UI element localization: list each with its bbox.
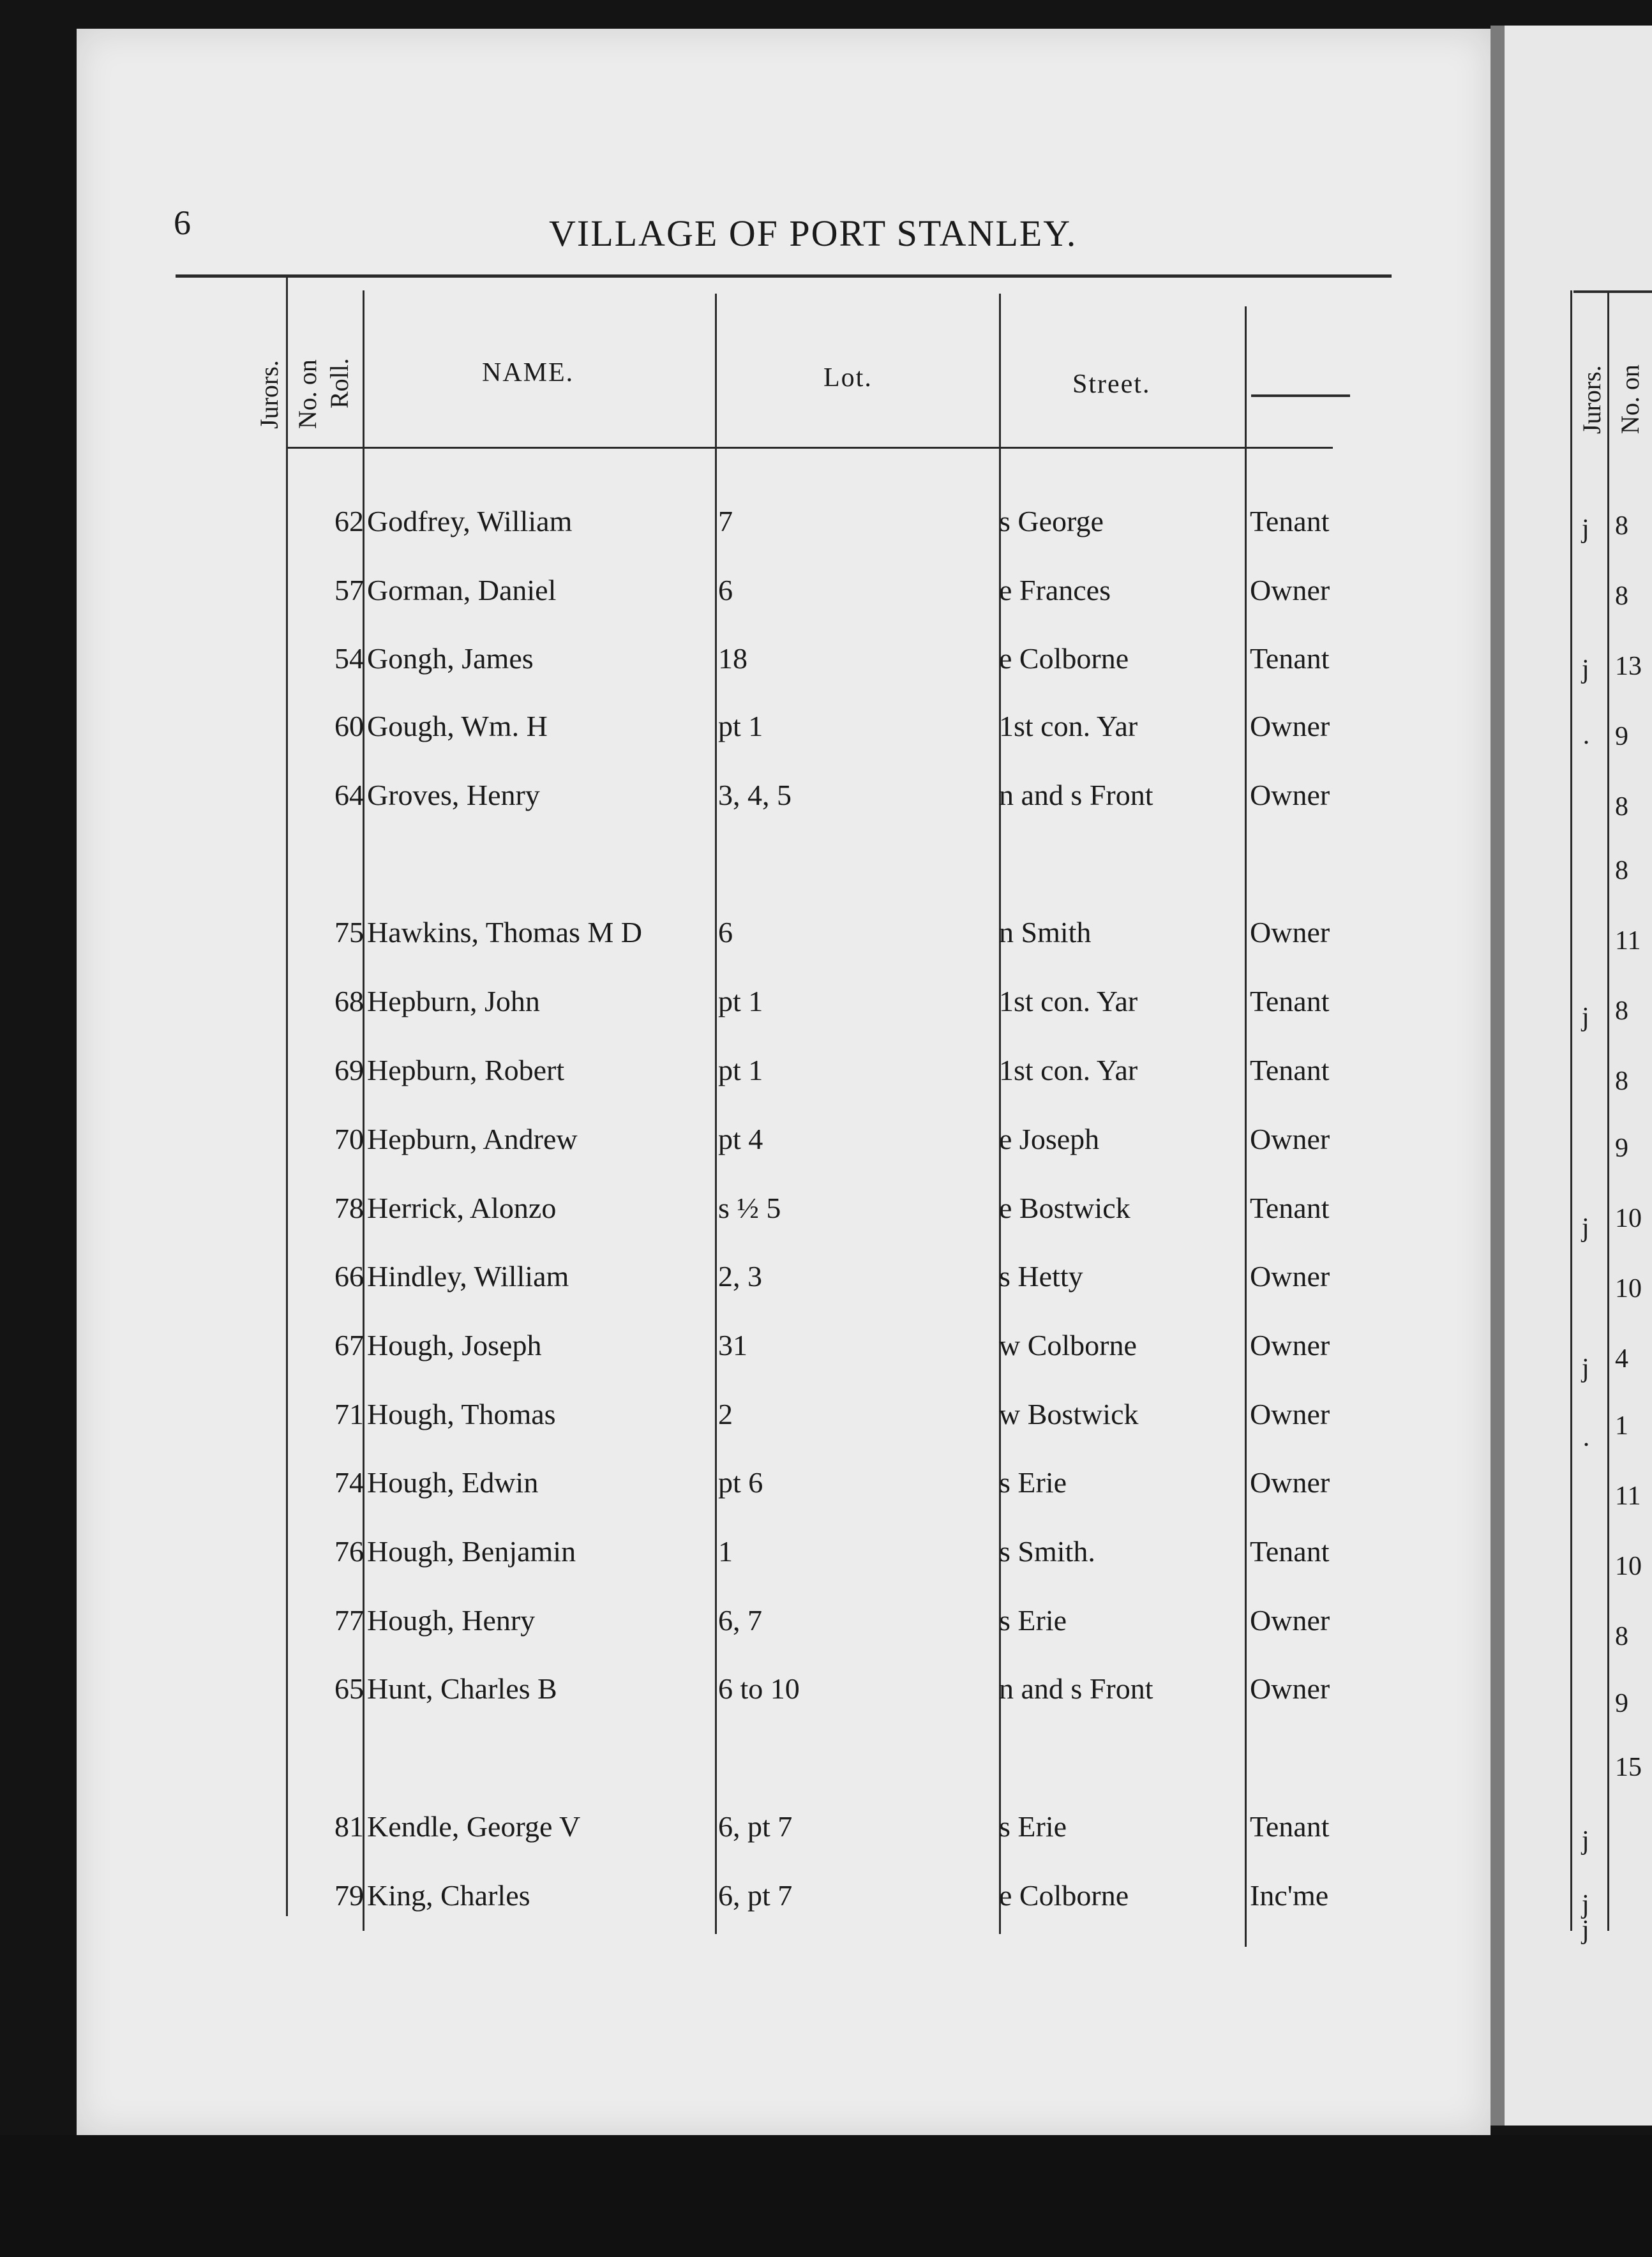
rp-no-on: No. on [1616, 364, 1644, 434]
street: e Colborne [999, 642, 1129, 675]
roll-number: 75 [334, 916, 364, 949]
roll-number: 74 [334, 1466, 364, 1499]
lot: s ½ 5 [718, 1192, 781, 1224]
rp-number: 11 [1615, 926, 1641, 956]
entry-row [0, 573, 1414, 618]
tenure: Tenant [1250, 985, 1330, 1017]
roll-number: 60 [334, 710, 364, 742]
rp-juror-mark: j [1582, 1916, 1589, 1945]
rp-number: 8 [1615, 996, 1628, 1026]
lot: pt 4 [718, 1123, 763, 1155]
entry-row [0, 1397, 1414, 1442]
rp-juror-mark: j [1582, 655, 1589, 684]
rp-number: 10 [1615, 1204, 1642, 1233]
name: Hindley, William [367, 1260, 569, 1293]
roll-number: 68 [334, 985, 364, 1017]
tenure: Tenant [1250, 1535, 1330, 1568]
name: Gongh, James [367, 642, 534, 675]
name: Hunt, Charles B [367, 1672, 557, 1705]
scan-border [0, 2135, 1652, 2257]
roll-number: 62 [334, 505, 364, 537]
name: Hough, Joseph [367, 1329, 542, 1361]
rp-number: 13 [1615, 652, 1642, 681]
lot: 7 [718, 505, 733, 537]
name: Gough, Wm. H [367, 710, 548, 742]
col-lot: Lot. [823, 363, 873, 393]
header-bottom-rule [286, 447, 1333, 449]
lot: 6, pt 7 [718, 1810, 793, 1843]
street: 1st con. Yar [999, 710, 1138, 742]
lot: 2 [718, 1398, 733, 1430]
entry-row [0, 1878, 1414, 1923]
col-street: Street. [1072, 370, 1151, 399]
lot: pt 1 [718, 985, 763, 1017]
roll-number: 81 [334, 1810, 364, 1843]
entry-row [0, 1672, 1414, 1716]
tenure: Owner [1250, 1466, 1330, 1499]
street: 1st con. Yar [999, 985, 1138, 1017]
rp-number: 8 [1615, 1067, 1628, 1096]
roll-number: 69 [334, 1054, 364, 1086]
roll-number: 66 [334, 1260, 364, 1293]
lot: 1 [718, 1535, 733, 1568]
name: Hough, Thomas [367, 1398, 556, 1430]
entry-row [0, 915, 1414, 960]
rp-juror-mark: j [1582, 514, 1589, 544]
tenure: Owner [1250, 779, 1330, 811]
rp-number: 8 [1615, 792, 1628, 821]
tenure: Tenant [1250, 1054, 1330, 1086]
roll-number: 76 [334, 1535, 364, 1568]
entry-row [0, 709, 1414, 754]
col-no-on: No. on [293, 359, 322, 429]
name: Hepburn, John [367, 985, 540, 1017]
col-jurors: Jurors. [255, 360, 283, 429]
roll-number: 71 [334, 1398, 364, 1430]
lot: pt 1 [718, 710, 763, 742]
name: Hough, Edwin [367, 1466, 539, 1499]
street: e Frances [999, 574, 1111, 606]
name: Gorman, Daniel [367, 574, 557, 606]
entry-row [0, 984, 1414, 1029]
roll-number: 67 [334, 1329, 364, 1361]
name: Hough, Benjamin [367, 1535, 576, 1568]
rp-number: 9 [1615, 722, 1628, 751]
page-number: 6 [174, 204, 191, 242]
header-rule [176, 274, 1392, 278]
rp-number: 8 [1615, 856, 1628, 885]
tenure: Owner [1250, 710, 1330, 742]
rp-number: 10 [1615, 1552, 1642, 1581]
lot: pt 1 [718, 1054, 763, 1086]
entry-row [0, 1191, 1414, 1236]
street: n and s Front [999, 1672, 1153, 1705]
entry-row [0, 1122, 1414, 1167]
rp-divider-2 [1607, 290, 1609, 1931]
rp-number: 1 [1615, 1411, 1628, 1441]
name: Kendle, George V [367, 1810, 581, 1843]
entry-row [0, 1053, 1414, 1098]
tenure: Tenant [1250, 1810, 1330, 1843]
name: Godfrey, William [367, 505, 573, 537]
street: s Hetty [999, 1260, 1083, 1293]
rp-jurors: Jurors. [1577, 365, 1606, 434]
name: Hepburn, Robert [367, 1054, 565, 1086]
street: s George [999, 505, 1104, 537]
rp-number: 10 [1615, 1274, 1642, 1303]
street: e Bostwick [999, 1192, 1130, 1224]
rp-number: 8 [1615, 581, 1628, 611]
rp-number: 9 [1615, 1689, 1628, 1718]
tenure: Owner [1250, 574, 1330, 606]
tenure: Owner [1250, 1398, 1330, 1430]
name: King, Charles [367, 1879, 530, 1912]
rp-divider [1570, 290, 1572, 1931]
roll-number: 57 [334, 574, 364, 606]
roll-number: 70 [334, 1123, 364, 1155]
entry-row [0, 1328, 1414, 1373]
street: e Colborne [999, 1879, 1129, 1912]
name: Hepburn, Andrew [367, 1123, 578, 1155]
rp-juror-mark: j [1582, 1826, 1589, 1856]
tenure: Tenant [1250, 1192, 1330, 1224]
street: w Colborne [999, 1329, 1137, 1361]
street: e Joseph [999, 1123, 1100, 1155]
name: Hough, Henry [367, 1604, 536, 1637]
running-head: VILLAGE OF PORT STANLEY. [549, 213, 1078, 254]
tenure: Owner [1250, 1123, 1330, 1155]
roll-number: 65 [334, 1672, 364, 1705]
name: Hawkins, Thomas M D [367, 916, 643, 949]
rp-juror-mark: · [1582, 1430, 1591, 1460]
entry-row [0, 1810, 1414, 1854]
entry-row [0, 1466, 1414, 1510]
rp-juror-mark: · [1582, 728, 1591, 758]
lot: 6, pt 7 [718, 1879, 793, 1912]
roll-number: 78 [334, 1192, 364, 1224]
name: Groves, Henry [367, 779, 540, 811]
tenure: Owner [1250, 1329, 1330, 1361]
rp-number: 4 [1615, 1344, 1628, 1374]
lot: 2, 3 [718, 1260, 762, 1293]
tenure: Owner [1250, 916, 1330, 949]
roll-number: 64 [334, 779, 364, 811]
rp-number: 11 [1615, 1481, 1641, 1511]
tenure: Tenant [1250, 642, 1330, 675]
entry-row [0, 1603, 1414, 1648]
lot: 6 to 10 [718, 1672, 800, 1705]
rp-juror-mark: j [1582, 1213, 1589, 1243]
entry-row [0, 504, 1414, 549]
lot: 6 [718, 574, 733, 606]
lot: 6 [718, 916, 733, 949]
street: s Erie [999, 1810, 1067, 1843]
tenure: Tenant [1250, 505, 1330, 537]
tenure: Inc'me [1250, 1879, 1329, 1912]
tenure: Owner [1250, 1260, 1330, 1293]
lot: 6, 7 [718, 1604, 762, 1637]
street: n Smith [999, 916, 1092, 949]
entry-row [0, 1534, 1414, 1579]
rp-number: 9 [1615, 1134, 1628, 1163]
tenure: Owner [1250, 1672, 1330, 1705]
lot: 3, 4, 5 [718, 779, 792, 811]
street: n and s Front [999, 779, 1153, 811]
lot: pt 6 [718, 1466, 763, 1499]
col-roll: Roll. [325, 358, 354, 409]
roll-number: 79 [334, 1879, 364, 1912]
street: s Erie [999, 1604, 1067, 1637]
tenure: Owner [1250, 1604, 1330, 1637]
entry-row [0, 641, 1414, 686]
rp-juror-mark: j [1582, 1890, 1589, 1919]
street: s Erie [999, 1466, 1067, 1499]
lot: 31 [718, 1329, 747, 1361]
street: s Smith. [999, 1535, 1095, 1568]
street: w Bostwick [999, 1398, 1139, 1430]
rp-number: 8 [1615, 511, 1628, 541]
col-name: NAME. [482, 358, 574, 387]
entry-row [0, 1259, 1414, 1304]
street: 1st con. Yar [999, 1054, 1138, 1086]
lot: 18 [718, 642, 747, 675]
roll-number: 77 [334, 1604, 364, 1637]
entry-row [0, 778, 1414, 823]
rp-juror-mark: j [1582, 1354, 1589, 1383]
rp-number: 8 [1615, 1622, 1628, 1651]
rp-number: 15 [1615, 1753, 1642, 1782]
col-tenure-rule [1251, 394, 1350, 397]
name: Herrick, Alonzo [367, 1192, 557, 1224]
roll-number: 54 [334, 642, 364, 675]
rp-rule [1573, 290, 1652, 293]
rp-juror-mark: j [1582, 1003, 1589, 1032]
